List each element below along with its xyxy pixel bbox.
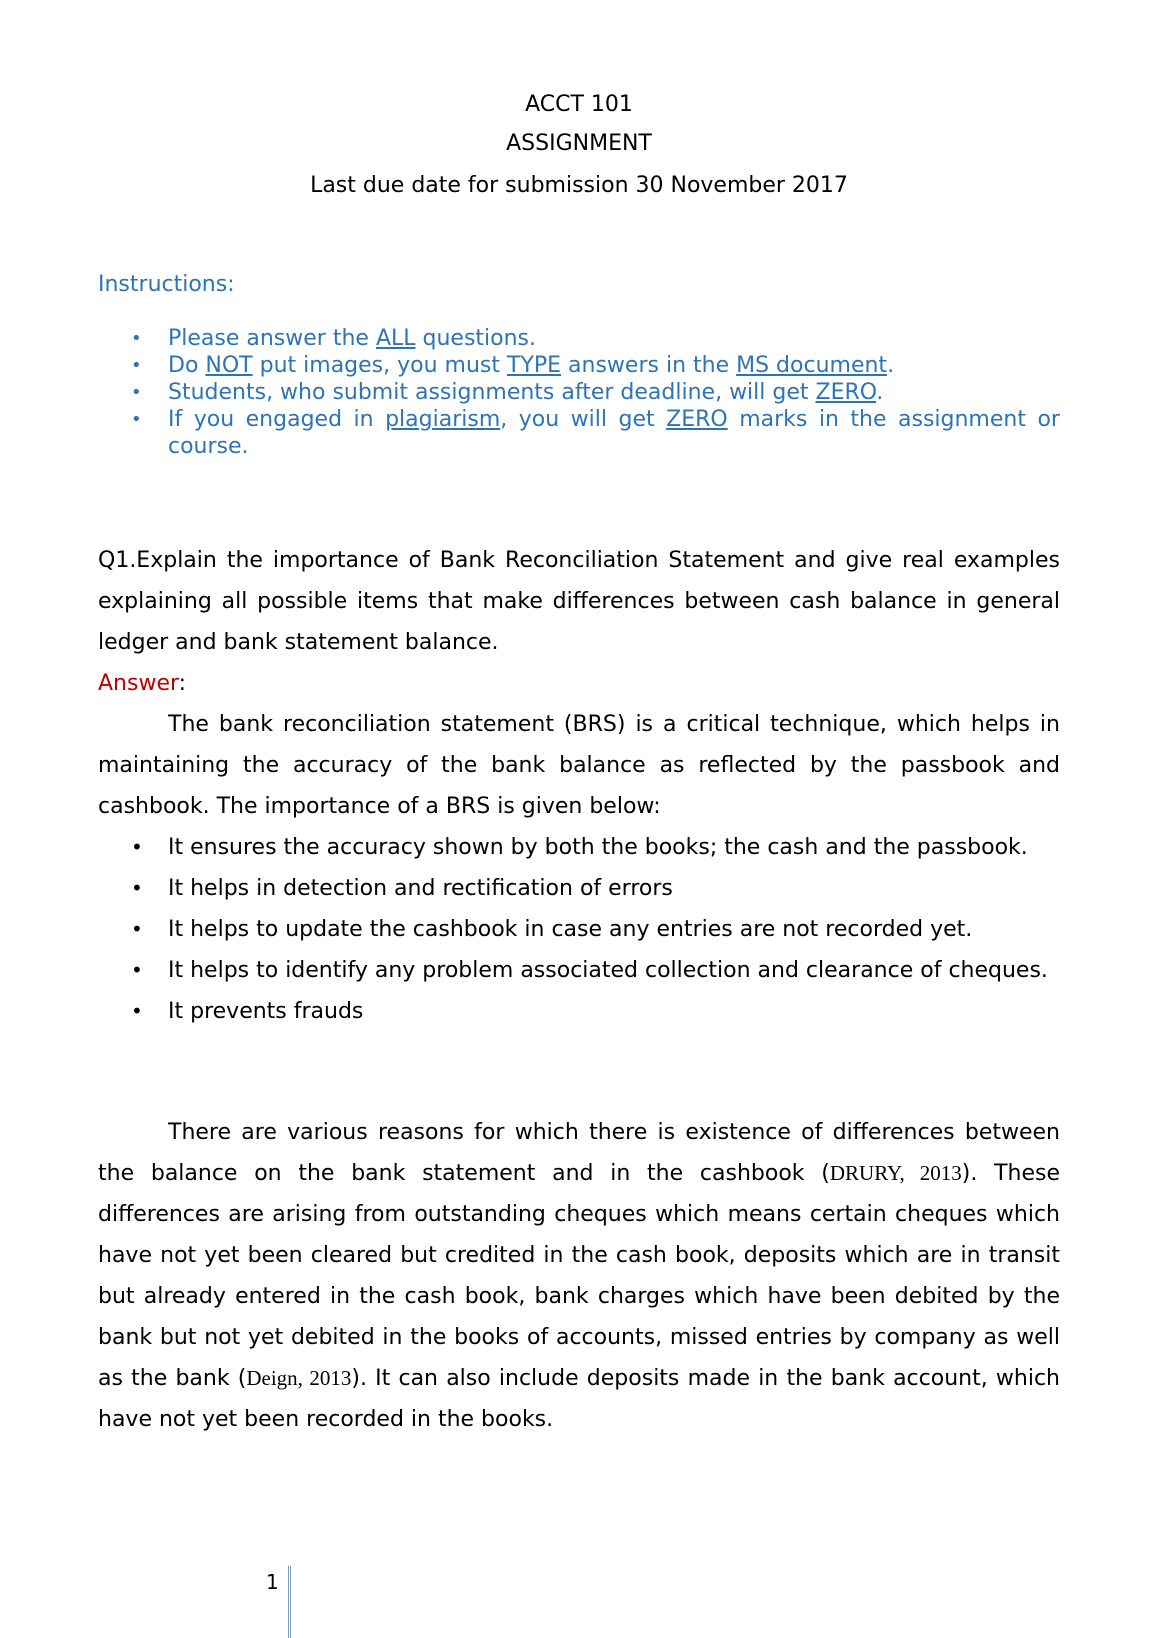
instruction-emphasis: ALL xyxy=(375,326,416,351)
paragraph-text: ). It can also include deposits made in the bank account, which have not yet been recorded in the books. xyxy=(98,1366,1060,1432)
instruction-emphasis: plagiarism xyxy=(385,407,501,432)
list-item: • It helps in detection and rectification of errors xyxy=(98,868,1060,909)
list-item: • It ensures the accuracy shown by both the books; the cash and the passbook. xyxy=(98,827,1060,868)
instruction-text: . xyxy=(887,353,895,378)
instruction-text: If you engaged in xyxy=(168,407,386,432)
paragraph-text: There are various reasons for which there is existence of differences between the balance on the bank statement and in the cashbook ( xyxy=(98,1120,1060,1186)
instruction-text: put images, you must xyxy=(252,353,507,378)
instruction-text: answers in the xyxy=(561,353,737,378)
differences-paragraph xyxy=(98,1112,1060,1440)
due-date: Last due date for submission 30 November 2017 xyxy=(310,173,848,198)
importance-list xyxy=(98,827,1060,1032)
paragraph-text: ). These differences are arising from outstanding cheques which means certain cheques which have not yet been cleared but credited in the cash book, deposits which are in transit but already entered in the cash book, bank charges which have been debited by the bank but not yet debited in the books of accounts, missed entries by company as well as the bank ( xyxy=(98,1161,1061,1391)
question-text: Q1.Explain the importance of Bank Reconciliation Statement and give real examples explaining all possible items that make differences between cash balance in general ledger and bank statement balance. xyxy=(98,548,1060,655)
instruction-emphasis: TYPE xyxy=(507,353,562,378)
instruction-item xyxy=(98,406,1060,460)
answer-label: Answer xyxy=(98,671,179,696)
instruction-text: questions. xyxy=(415,326,537,351)
assignment-title: ASSIGNMENT xyxy=(506,131,652,156)
instruction-text: marks in the assignment or course. xyxy=(168,407,1060,459)
course-code: ACCT 101 xyxy=(525,92,633,117)
instruction-text: Students, who submit assignments after deadline, will get xyxy=(168,380,816,405)
instruction-text: Please answer the xyxy=(168,326,376,351)
instruction-item xyxy=(98,325,1060,352)
list-item: • It helps to update the cashbook in case any entries are not recorded yet. xyxy=(98,909,1060,950)
instruction-text: Do xyxy=(168,353,206,378)
instruction-emphasis: ZERO xyxy=(666,407,728,432)
instruction-text: , you will get xyxy=(500,407,667,432)
instruction-item xyxy=(98,352,1060,379)
instructions-list xyxy=(98,325,1060,460)
footer-divider xyxy=(288,1566,291,1638)
answer-heading xyxy=(98,663,186,704)
instruction-text: . xyxy=(876,380,884,405)
citation: Deign, 2013 xyxy=(246,1366,352,1390)
list-item: • It prevents frauds xyxy=(98,991,1060,1032)
list-item: • It helps to identify any problem associated collection and clearance of cheques. xyxy=(98,950,1060,991)
page-number: 1 xyxy=(266,1570,279,1594)
instructions-heading: Instructions: xyxy=(98,272,235,297)
answer-colon: : xyxy=(178,671,187,696)
instruction-emphasis: MS document xyxy=(736,353,888,378)
answer-intro-paragraph: The bank reconciliation statement (BRS) is a critical technique, which helps in maintaining the accuracy of the bank balance as reflected by the passbook and cashbook. The importance of a BRS is given below: xyxy=(98,712,1060,819)
instruction-emphasis: NOT xyxy=(205,353,253,378)
instruction-item xyxy=(98,379,1060,406)
instruction-emphasis: ZERO xyxy=(815,380,877,405)
citation: DRURY, 2013 xyxy=(829,1161,962,1185)
